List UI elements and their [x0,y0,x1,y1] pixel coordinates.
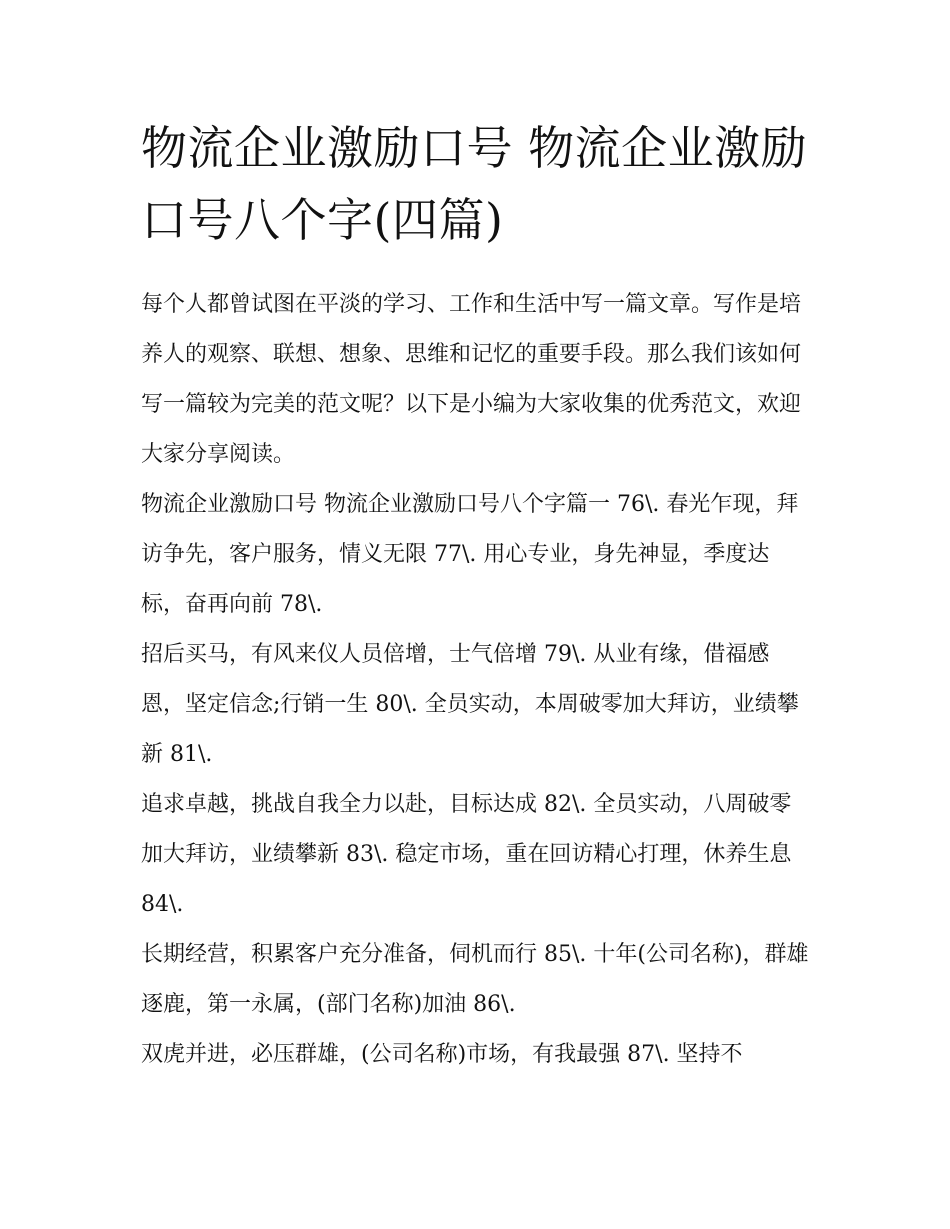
intro-paragraph: 每个人都曾试图在平淡的学习、工作和生活中写一篇文章。写作是培养人的观察、联想、想象、思维和记忆的重要手段。那么我们该如何写一篇较为完美的范文呢？以下是小编为大家收集的优秀范文，欢迎大家分享阅读。 [141,292,802,467]
slogan-paragraph-3: 追求卓越，挑战自我全力以赴，目标达成 82\. 全员实动，八周破零加大拜访，业绩攀新 83\. 稳定市场，重在回访精心打理，休养生息 84\. [141,792,792,917]
slogan-paragraph-2: 招后买马，有风来仪人员倍增，士气倍增 79\. 从业有缘，借福感恩，坚定信念;行销一生 80\. 全员实动，本周破零加大拜访，业绩攀新 81\. [141,642,799,767]
document-content [141,112,813,1080]
slogan-paragraph-5: 双虎并进，必压群雄，(公司名称)市场，有我最强 87\. 坚持不 [141,1042,743,1067]
document-title: 物流企业激励口号 物流企业激励口号八个字(四篇) [141,121,808,247]
slogan-paragraph-1: 物流企业激励口号 物流企业激励口号八个字篇一 76\. 春光乍现，拜访争先，客户服务，情义无限 77\. 用心专业，身先神显，季度达标，奋再向前 78\. [141,492,799,617]
slogan-paragraph-4: 长期经营，积累客户充分准备，伺机而行 85\. 十年(公司名称)，群雄逐鹿，第一永属，(部门名称)加油 86\. [141,942,809,1017]
